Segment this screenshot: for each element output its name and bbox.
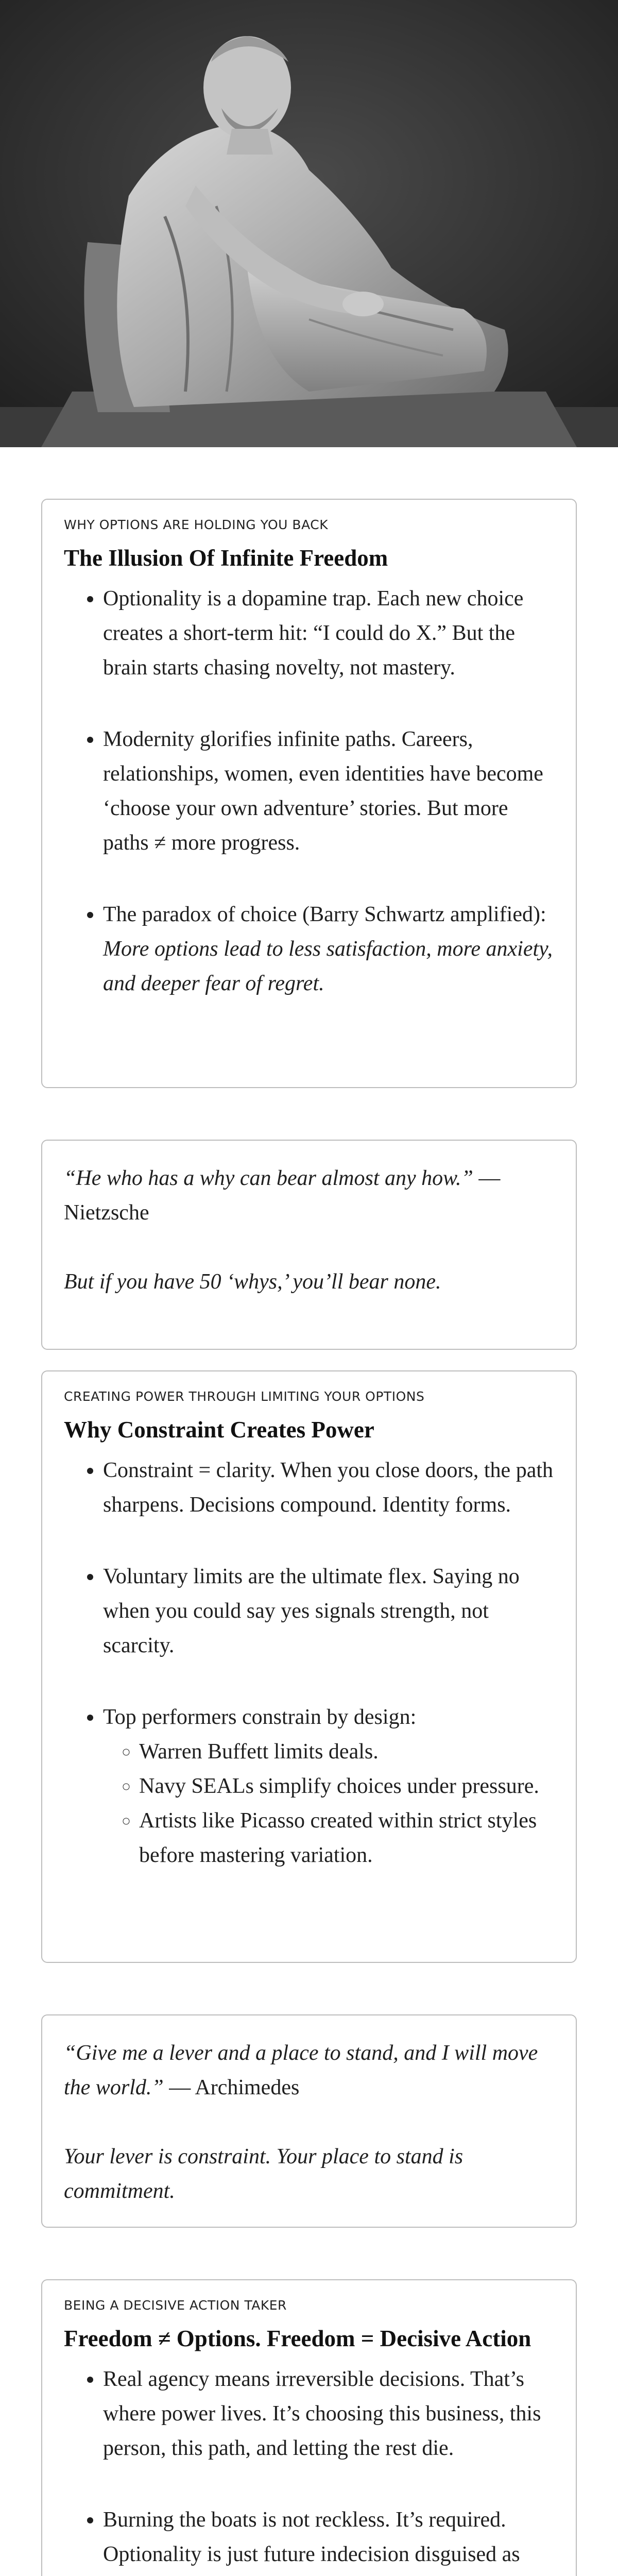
- hero-image: [0, 0, 618, 447]
- list-item: [103, 1700, 554, 1873]
- quote-text: “He who has a why can bear almost any how.”: [64, 1166, 473, 1190]
- list-item-text: Top performers constrain by design:: [103, 1705, 417, 1729]
- list-item: • Optionality is a dopamine trap. Each new choice creates a short-term hit: “I could do X.” But the brain starts chasing novelty, not mastery.: [103, 582, 554, 685]
- quote-text: “Give me a lever and a place to stand, and I will move the world.”: [64, 2041, 538, 2099]
- section-heading: Why Constraint Creates Power: [64, 1417, 374, 1443]
- quote-card-nietzsche: [41, 1140, 577, 1350]
- quote: [64, 2036, 554, 2105]
- sub-list-item: ◦ Navy SEALs simplify choices under pressure.: [139, 1769, 554, 1804]
- statue-illustration: [0, 0, 618, 447]
- section-decisive-action: [41, 2279, 577, 2576]
- section-infinite-freedom: [41, 499, 577, 1088]
- section-heading: Freedom ≠ Options. Freedom = Decisive Action: [64, 2326, 531, 2351]
- list-item: [103, 897, 554, 1001]
- list-item: • Burning the boats is not reckless. It’s required. Optionality is just future indecision disguised as: [103, 2503, 554, 2576]
- quote-card-archimedes: [41, 2014, 577, 2228]
- sub-bullet-list: [103, 1735, 554, 1873]
- section-heading: The Illusion Of Infinite Freedom: [64, 545, 388, 571]
- quote-followup-text: Your lever is constraint. Your place to stand is commitment.: [64, 2145, 464, 2203]
- quote-followup: [64, 1265, 554, 1299]
- section-eyebrow: BEING A DECISIVE ACTION TAKER: [64, 2298, 287, 2313]
- list-item: • Modernity glorifies infinite paths. Careers, relationships, women, even identities have become ‘choose your own adventure’ stories. But more paths ≠ more progress.: [103, 722, 554, 860]
- section-eyebrow: CREATING POWER THROUGH LIMITING YOUR OPTIONS: [64, 1389, 425, 1404]
- list-item-emphasis: More options lead to less satisfaction, more anxiety, and deeper fear of regret.: [103, 937, 553, 995]
- list-item: • Real agency means irreversible decisions. That’s where power lives. It’s choosing this business, this person, this path, and letting the rest die.: [103, 2362, 554, 2466]
- list-item: • Voluntary limits are the ultimate flex. Saying no when you could say yes signals strength, not scarcity.: [103, 1560, 554, 1663]
- quote-attribution: — Nietzsche: [64, 1166, 501, 1225]
- bullet-list: [64, 2362, 554, 2576]
- section-constraint-power: [41, 1370, 577, 1963]
- quote-followup-text: But if you have 50 ‘whys,’ you’ll bear none.: [64, 1270, 441, 1294]
- quote: [64, 1161, 554, 1230]
- list-item-lead: The paradox of choice (Barry Schwartz amplified):: [103, 903, 546, 926]
- bullet-list: [64, 582, 554, 1001]
- quote-followup: [64, 2140, 554, 2209]
- sub-list-item: ◦ Artists like Picasso created within strict styles before mastering variation.: [139, 1804, 554, 1873]
- section-eyebrow: WHY OPTIONS ARE HOLDING YOU BACK: [64, 517, 329, 532]
- list-item: • Constraint = clarity. When you close doors, the path sharpens. Decisions compound. Identity forms.: [103, 1453, 554, 1522]
- quote-attribution: — Archimedes: [163, 2076, 300, 2099]
- sub-list-item: ◦ Warren Buffett limits deals.: [139, 1735, 554, 1769]
- bullet-list: [64, 1453, 554, 1873]
